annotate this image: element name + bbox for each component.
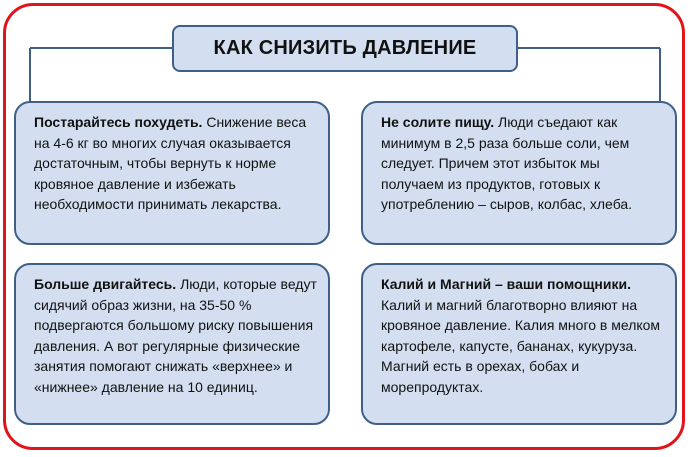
tip-heading: Больше двигайтесь. <box>34 276 177 292</box>
tip-body: Люди, которые ведут сидячий образ жизни, на 35-50 % подвергаются большому риску повышения давления. А вот регулярные физические занятия помогают снижать «верхнее» и «нижнее» давление на 10 единиц. <box>34 276 317 395</box>
tip-text <box>381 112 665 215</box>
page-title: КАК СНИЗИТЬ ДАВЛЕНИЕ <box>213 37 477 59</box>
tip-box-potassium-magnesium <box>361 263 677 425</box>
tip-box-move-more <box>14 263 330 425</box>
tip-heading: Калий и Магний – ваши помощники. <box>381 276 631 292</box>
tip-text <box>381 274 665 397</box>
tip-box-no-salt <box>361 101 677 245</box>
tip-body: Калий и магний благотворно влияют на кровяное давление. Калия много в мелком картофеле, капусте, бананах, кукуруза. Магний есть в орехах, бобах и морепродуктах. <box>381 296 661 395</box>
tip-heading: Не солите пищу. <box>381 114 495 130</box>
tip-text <box>34 112 318 215</box>
tip-heading: Постарайтесь похудеть. <box>34 114 203 130</box>
tip-text <box>34 274 318 397</box>
title-box <box>172 25 518 72</box>
tip-body: Снижение веса на 4-6 кг во многих случая оказывается достаточным, чтобы вернуть к норме кровяное давление и избежать необходимости принимать лекарства. <box>34 114 307 212</box>
tip-body: Люди съедают как минимум в 2,5 раза больше соли, чем следует. Причем этот избыток мы получаем из продуктов, готовых к употреблению – сыров, колбас, хлеба. <box>381 114 633 212</box>
tip-box-lose-weight <box>14 101 330 245</box>
